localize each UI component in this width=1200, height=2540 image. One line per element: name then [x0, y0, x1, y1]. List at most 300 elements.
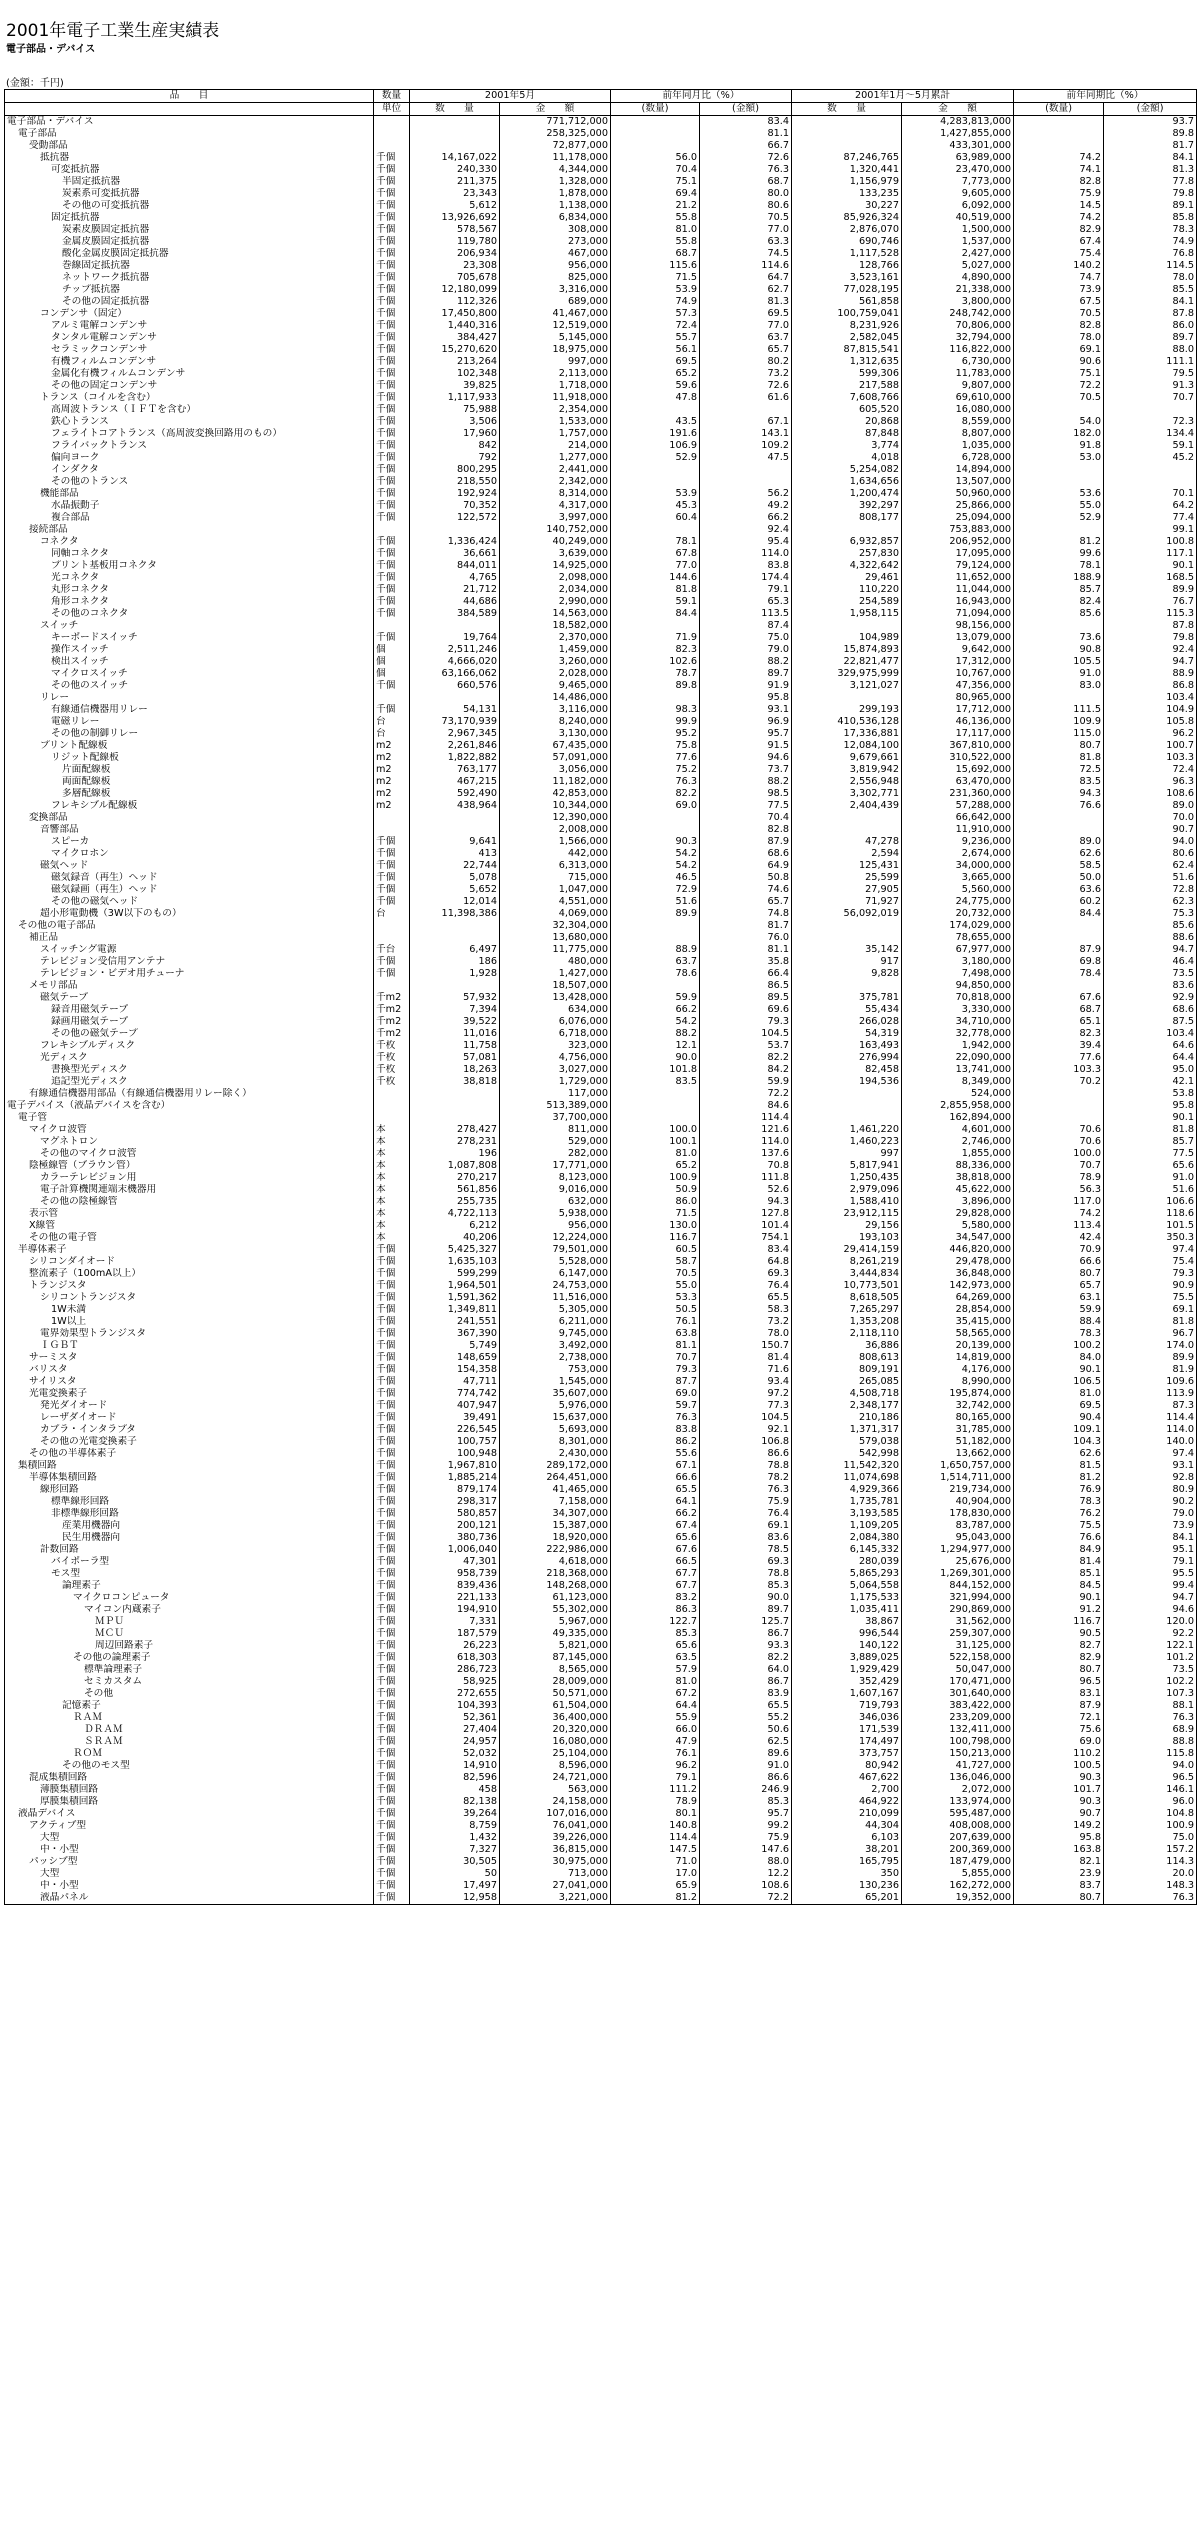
amount-ratio: 74.6	[700, 884, 792, 896]
unit: 千個	[374, 1772, 410, 1784]
amount-ratio: 72.6	[700, 152, 792, 164]
table-row	[5, 1772, 1197, 1784]
qty-cumulative: 15,874,893	[792, 644, 902, 656]
amount-cumulative: 66,642,000	[902, 812, 1014, 824]
table-row	[5, 332, 1197, 344]
table-row	[5, 692, 1197, 704]
amount-cumulative: 9,236,000	[902, 836, 1014, 848]
amount-month: 2,008,000	[500, 824, 611, 836]
item-name: 多層配線板	[5, 788, 374, 800]
qty-month: 30,505	[410, 1856, 500, 1868]
table-row	[5, 884, 1197, 896]
qty-cum-ratio: 116.7	[1014, 1616, 1104, 1628]
amount-cumulative: 3,896,000	[902, 1196, 1014, 1208]
qty-month: 14,910	[410, 1760, 500, 1772]
amount-month: 8,314,000	[500, 488, 611, 500]
unit: 台	[374, 908, 410, 920]
amount-cum-ratio: 96.3	[1104, 776, 1197, 788]
qty-cumulative: 163,493	[792, 1040, 902, 1052]
amount-ratio: 72.2	[700, 1088, 792, 1100]
amount-month: 16,080,000	[500, 1736, 611, 1748]
qty-month: 226,545	[410, 1424, 500, 1436]
item-name: カプラ・インタラプタ	[5, 1424, 374, 1436]
table-row	[5, 308, 1197, 320]
qty-ratio: 55.9	[611, 1712, 700, 1724]
amount-cumulative: 6,092,000	[902, 200, 1014, 212]
qty-cum-ratio: 75.5	[1014, 1520, 1104, 1532]
qty-cum-ratio: 62.6	[1014, 848, 1104, 860]
qty-month: 278,231	[410, 1136, 500, 1148]
qty-ratio: 114.4	[611, 1832, 700, 1844]
qty-cum-ratio: 63.6	[1014, 884, 1104, 896]
qty-cumulative: 85,926,324	[792, 212, 902, 224]
qty-cum-ratio: 140.2	[1014, 260, 1104, 272]
qty-ratio: 74.9	[611, 296, 700, 308]
amount-month: 39,226,000	[500, 1832, 611, 1844]
item-name: 中・小型	[5, 1880, 374, 1892]
qty-cum-ratio: 70.9	[1014, 1244, 1104, 1256]
unit	[374, 128, 410, 140]
amount-month: 4,618,000	[500, 1556, 611, 1568]
qty-ratio	[611, 980, 700, 992]
amount-cum-ratio: 89.8	[1104, 128, 1197, 140]
qty-cum-ratio: 94.3	[1014, 788, 1104, 800]
qty-cum-ratio: 84.0	[1014, 1352, 1104, 1364]
table-row	[5, 1868, 1197, 1880]
item-name: その他の磁気ヘッド	[5, 896, 374, 908]
qty-cum-ratio: 74.2	[1014, 152, 1104, 164]
qty-ratio: 70.5	[611, 1268, 700, 1280]
qty-ratio	[611, 464, 700, 476]
table-row	[5, 1664, 1197, 1676]
qty-ratio: 65.6	[611, 1640, 700, 1652]
amount-ratio: 82.2	[700, 1652, 792, 1664]
table-row	[5, 920, 1197, 932]
qty-cum-ratio: 87.9	[1014, 1700, 1104, 1712]
item-name: バイポーラ型	[5, 1556, 374, 1568]
table-row	[5, 500, 1197, 512]
unit: 千個	[374, 380, 410, 392]
report-subtitle: 電子部品・デバイス	[6, 44, 96, 55]
qty-month: 36,661	[410, 548, 500, 560]
qty-ratio: 86.0	[611, 1196, 700, 1208]
amount-month: 12,390,000	[500, 812, 611, 824]
qty-cum-ratio: 78.4	[1014, 968, 1104, 980]
amount-cum-ratio: 168.5	[1104, 572, 1197, 584]
qty-cumulative: 55,434	[792, 1004, 902, 1016]
qty-cum-ratio: 106.5	[1014, 1376, 1104, 1388]
qty-month: 4,666,020	[410, 656, 500, 668]
unit: 千個	[374, 248, 410, 260]
qty-cumulative: 579,038	[792, 1436, 902, 1448]
unit: 千個	[374, 368, 410, 380]
qty-month: 57,932	[410, 992, 500, 1004]
amount-month: 214,000	[500, 440, 611, 452]
amount-cumulative: 17,095,000	[902, 548, 1014, 560]
unit: 千個	[374, 1484, 410, 1496]
table-row	[5, 1760, 1197, 1772]
amount-month: 3,492,000	[500, 1340, 611, 1352]
qty-cum-ratio: 81.0	[1014, 1388, 1104, 1400]
amount-cumulative: 6,730,000	[902, 356, 1014, 368]
qty-cumulative: 2,582,045	[792, 332, 902, 344]
table-row	[5, 488, 1197, 500]
qty-cum-ratio: 182.0	[1014, 428, 1104, 440]
item-name: 有線通信機器用リレー	[5, 704, 374, 716]
unit: 個	[374, 656, 410, 668]
amount-cumulative: 47,356,000	[902, 680, 1014, 692]
qty-month: 104,393	[410, 1700, 500, 1712]
table-row	[5, 968, 1197, 980]
amount-cum-ratio: 95.1	[1104, 1544, 1197, 1556]
qty-cumulative	[792, 140, 902, 152]
qty-cum-ratio: 163.8	[1014, 1844, 1104, 1856]
qty-cum-ratio: 75.1	[1014, 368, 1104, 380]
item-name: タンタル電解コンデンサ	[5, 332, 374, 344]
qty-cum-ratio: 81.8	[1014, 752, 1104, 764]
unit: 千個	[374, 884, 410, 896]
amount-month: 3,260,000	[500, 656, 611, 668]
qty-cumulative: 1,929,429	[792, 1664, 902, 1676]
amount-cum-ratio: 101.5	[1104, 1220, 1197, 1232]
qty-cumulative: 2,084,380	[792, 1532, 902, 1544]
header-qty: 数 量	[410, 103, 500, 116]
amount-cumulative: 23,470,000	[902, 164, 1014, 176]
qty-month: 380,736	[410, 1532, 500, 1544]
unit: 千個	[374, 1436, 410, 1448]
amount-month: 1,545,000	[500, 1376, 611, 1388]
amount-ratio: 52.6	[700, 1184, 792, 1196]
qty-month: 618,303	[410, 1652, 500, 1664]
amount-cumulative: 5,560,000	[902, 884, 1014, 896]
qty-month: 63,166,062	[410, 668, 500, 680]
qty-ratio: 54.2	[611, 860, 700, 872]
qty-month: 241,551	[410, 1316, 500, 1328]
item-name: 整流素子（100mA以上）	[5, 1268, 374, 1280]
qty-month: 384,427	[410, 332, 500, 344]
qty-cumulative: 605,520	[792, 404, 902, 416]
qty-cum-ratio: 68.7	[1014, 1004, 1104, 1016]
amount-month: 24,753,000	[500, 1280, 611, 1292]
qty-cumulative: 2,348,177	[792, 1400, 902, 1412]
qty-ratio: 100.9	[611, 1172, 700, 1184]
qty-ratio: 81.2	[611, 1892, 700, 1905]
unit: 千個	[374, 284, 410, 296]
item-name: リレー	[5, 692, 374, 704]
amount-ratio: 79.0	[700, 644, 792, 656]
amount-month: 4,344,000	[500, 164, 611, 176]
amount-cum-ratio: 73.9	[1104, 1520, 1197, 1532]
qty-ratio: 56.0	[611, 152, 700, 164]
qty-cum-ratio: 55.0	[1014, 500, 1104, 512]
table-row	[5, 1328, 1197, 1340]
qty-cumulative: 467,622	[792, 1772, 902, 1784]
item-name: 半導体素子	[5, 1244, 374, 1256]
qty-cumulative: 133,235	[792, 188, 902, 200]
amount-cumulative: 13,507,000	[902, 476, 1014, 488]
qty-cumulative: 77,028,195	[792, 284, 902, 296]
amount-month: 2,738,000	[500, 1352, 611, 1364]
qty-cumulative: 7,265,297	[792, 1304, 902, 1316]
amount-month: 4,551,000	[500, 896, 611, 908]
unit-note: (金額：千円)	[6, 78, 64, 89]
table-row	[5, 1196, 1197, 1208]
unit: 千個	[374, 1784, 410, 1796]
amount-month: 36,400,000	[500, 1712, 611, 1724]
amount-ratio: 35.8	[700, 956, 792, 968]
qty-ratio: 46.5	[611, 872, 700, 884]
item-name: 超小形電動機（3W以下のもの）	[5, 908, 374, 920]
qty-cumulative	[792, 692, 902, 704]
unit: 千m2	[374, 1016, 410, 1028]
qty-cumulative: 8,618,505	[792, 1292, 902, 1304]
amount-month: 5,528,000	[500, 1256, 611, 1268]
qty-ratio: 65.6	[611, 1532, 700, 1544]
item-name: ＩＧＢＴ	[5, 1340, 374, 1352]
qty-cum-ratio	[1014, 116, 1104, 129]
qty-cumulative: 3,819,942	[792, 764, 902, 776]
amount-cum-ratio: 86.8	[1104, 680, 1197, 692]
qty-month: 187,579	[410, 1628, 500, 1640]
table-row	[5, 140, 1197, 152]
amount-ratio: 55.2	[700, 1712, 792, 1724]
table-row	[5, 1316, 1197, 1328]
amount-month: 67,435,000	[500, 740, 611, 752]
amount-month: 8,240,000	[500, 716, 611, 728]
amount-month: 1,533,000	[500, 416, 611, 428]
amount-ratio: 81.4	[700, 1352, 792, 1364]
amount-cumulative: 19,352,000	[902, 1892, 1014, 1905]
amount-ratio: 93.3	[700, 1640, 792, 1652]
unit	[374, 140, 410, 152]
qty-cumulative: 4,929,366	[792, 1484, 902, 1496]
amount-cum-ratio: 94.0	[1104, 1760, 1197, 1772]
qty-month: 44,686	[410, 596, 500, 608]
amount-cum-ratio: 94.7	[1104, 1592, 1197, 1604]
qty-cumulative: 2,979,096	[792, 1184, 902, 1196]
amount-ratio: 86.7	[700, 1676, 792, 1688]
amount-month: 24,158,000	[500, 1796, 611, 1808]
qty-ratio: 56.1	[611, 344, 700, 356]
qty-cum-ratio: 83.1	[1014, 1688, 1104, 1700]
table-row	[5, 824, 1197, 836]
item-name: 書換型光ディスク	[5, 1064, 374, 1076]
qty-ratio: 116.7	[611, 1232, 700, 1244]
qty-month	[410, 116, 500, 129]
amount-month: 3,056,000	[500, 764, 611, 776]
item-name: フレキシブル配線板	[5, 800, 374, 812]
table-row	[5, 1712, 1197, 1724]
amount-ratio: 69.5	[700, 308, 792, 320]
amount-cumulative: 9,807,000	[902, 380, 1014, 392]
item-name: 録音用磁気テープ	[5, 1004, 374, 1016]
qty-cum-ratio: 90.3	[1014, 1796, 1104, 1808]
amount-month: 117,000	[500, 1088, 611, 1100]
qty-cumulative: 3,302,771	[792, 788, 902, 800]
table-row	[5, 428, 1197, 440]
unit	[374, 812, 410, 824]
table-row	[5, 860, 1197, 872]
amount-ratio: 92.1	[700, 1424, 792, 1436]
amount-cum-ratio: 77.4	[1104, 512, 1197, 524]
unit: 千個	[374, 1292, 410, 1304]
qty-cumulative: 80,942	[792, 1760, 902, 1772]
amount-cumulative: 16,080,000	[902, 404, 1014, 416]
amount-month: 42,853,000	[500, 788, 611, 800]
item-name: レーザダイオード	[5, 1412, 374, 1424]
qty-cumulative: 2,404,439	[792, 800, 902, 812]
table-row	[5, 1748, 1197, 1760]
unit: 千個	[374, 1400, 410, 1412]
amount-cum-ratio: 80.6	[1104, 848, 1197, 860]
qty-cumulative: 71,927	[792, 896, 902, 908]
amount-cum-ratio: 101.2	[1104, 1652, 1197, 1664]
amount-cum-ratio	[1104, 464, 1197, 476]
amount-ratio: 147.6	[700, 1844, 792, 1856]
amount-month: 5,305,000	[500, 1304, 611, 1316]
header-blank	[5, 103, 374, 116]
qty-cumulative: 27,905	[792, 884, 902, 896]
amount-month: 956,000	[500, 260, 611, 272]
amount-ratio: 81.3	[700, 296, 792, 308]
table-row	[5, 704, 1197, 716]
amount-cumulative: 41,727,000	[902, 1760, 1014, 1772]
qty-month: 9,641	[410, 836, 500, 848]
unit: 千個	[374, 1856, 410, 1868]
amount-month: 11,178,000	[500, 152, 611, 164]
amount-cum-ratio: 106.6	[1104, 1196, 1197, 1208]
qty-ratio: 75.8	[611, 740, 700, 752]
table-row	[5, 560, 1197, 572]
amount-ratio: 754.1	[700, 1232, 792, 1244]
amount-ratio	[700, 476, 792, 488]
amount-month: 3,639,000	[500, 548, 611, 560]
amount-ratio: 87.4	[700, 620, 792, 632]
amount-cumulative: 206,952,000	[902, 536, 1014, 548]
amount-cumulative: 50,047,000	[902, 1664, 1014, 1676]
qty-month: 100,757	[410, 1436, 500, 1448]
item-name: その他の電子部品	[5, 920, 374, 932]
item-name: 高周波トランス（ＩＦＴを含む）	[5, 404, 374, 416]
table-row	[5, 1580, 1197, 1592]
header-row-1	[5, 90, 1197, 103]
amount-cumulative: 40,519,000	[902, 212, 1014, 224]
qty-cum-ratio: 85.7	[1014, 584, 1104, 596]
table-row	[5, 1208, 1197, 1220]
unit: 千個	[374, 1280, 410, 1292]
qty-month: 5,749	[410, 1340, 500, 1352]
qty-month: 11,016	[410, 1028, 500, 1040]
amount-cum-ratio: 89.1	[1104, 200, 1197, 212]
amount-cum-ratio: 89.9	[1104, 1352, 1197, 1364]
qty-cumulative: 217,588	[792, 380, 902, 392]
qty-cum-ratio: 80.7	[1014, 740, 1104, 752]
amount-month: 2,990,000	[500, 596, 611, 608]
qty-cum-ratio: 74.1	[1014, 164, 1104, 176]
item-name: 金属皮膜固定抵抗器	[5, 236, 374, 248]
qty-ratio: 72.9	[611, 884, 700, 896]
table-row	[5, 896, 1197, 908]
qty-cumulative: 599,306	[792, 368, 902, 380]
qty-cum-ratio: 70.7	[1014, 1160, 1104, 1172]
qty-ratio: 77.6	[611, 752, 700, 764]
qty-cum-ratio: 83.0	[1014, 680, 1104, 692]
qty-cum-ratio	[1014, 932, 1104, 944]
amount-cum-ratio: 113.9	[1104, 1388, 1197, 1400]
qty-ratio: 54.2	[611, 848, 700, 860]
amount-ratio: 71.6	[700, 1364, 792, 1376]
amount-ratio: 69.1	[700, 1520, 792, 1532]
amount-cumulative: 1,514,711,000	[902, 1472, 1014, 1484]
table-row	[5, 1160, 1197, 1172]
amount-cum-ratio: 103.4	[1104, 692, 1197, 704]
amount-cumulative: 29,478,000	[902, 1256, 1014, 1268]
unit: m2	[374, 740, 410, 752]
amount-ratio: 67.1	[700, 416, 792, 428]
qty-month: 39,491	[410, 1412, 500, 1424]
qty-cumulative: 38,201	[792, 1844, 902, 1856]
item-name: 液晶パネル	[5, 1892, 374, 1905]
qty-cumulative: 4,322,642	[792, 560, 902, 572]
amount-cum-ratio	[1104, 404, 1197, 416]
table-row	[5, 1352, 1197, 1364]
amount-cumulative: 844,152,000	[902, 1580, 1014, 1592]
table-row	[5, 416, 1197, 428]
unit: 千個	[374, 440, 410, 452]
amount-cumulative: 70,818,000	[902, 992, 1014, 1004]
amount-cum-ratio: 69.1	[1104, 1304, 1197, 1316]
qty-month: 1,885,214	[410, 1472, 500, 1484]
amount-cum-ratio: 92.8	[1104, 1472, 1197, 1484]
qty-ratio: 51.6	[611, 896, 700, 908]
table-row	[5, 932, 1197, 944]
amount-month: 41,465,000	[500, 1484, 611, 1496]
amount-cumulative: 446,820,000	[902, 1244, 1014, 1256]
qty-month: 2,511,246	[410, 644, 500, 656]
qty-cumulative: 997	[792, 1148, 902, 1160]
unit: 千個	[374, 1832, 410, 1844]
amount-cum-ratio: 96.5	[1104, 1772, 1197, 1784]
qty-month: 774,742	[410, 1388, 500, 1400]
item-name: スピーカ	[5, 836, 374, 848]
table-body	[5, 116, 1197, 1905]
qty-cum-ratio: 82.4	[1014, 596, 1104, 608]
qty-ratio	[611, 1100, 700, 1112]
table-row	[5, 1136, 1197, 1148]
qty-cum-ratio: 72.5	[1014, 764, 1104, 776]
amount-cumulative: 32,742,000	[902, 1400, 1014, 1412]
table-row	[5, 1232, 1197, 1244]
amount-month: 18,507,000	[500, 980, 611, 992]
table-row	[5, 404, 1197, 416]
qty-cumulative	[792, 128, 902, 140]
table-row	[5, 728, 1197, 740]
item-name: 陰極線管（ブラウン管）	[5, 1160, 374, 1172]
qty-month: 255,735	[410, 1196, 500, 1208]
amount-cumulative: 20,139,000	[902, 1340, 1014, 1352]
amount-cum-ratio: 86.0	[1104, 320, 1197, 332]
table-row	[5, 1148, 1197, 1160]
qty-cumulative: 47,278	[792, 836, 902, 848]
qty-month: 384,589	[410, 608, 500, 620]
qty-cumulative: 276,994	[792, 1052, 902, 1064]
unit: 千個	[374, 1256, 410, 1268]
amount-ratio: 64.9	[700, 860, 792, 872]
amount-month: 258,325,000	[500, 128, 611, 140]
qty-ratio: 81.0	[611, 224, 700, 236]
qty-cum-ratio: 81.4	[1014, 1556, 1104, 1568]
amount-cum-ratio: 64.2	[1104, 500, 1197, 512]
